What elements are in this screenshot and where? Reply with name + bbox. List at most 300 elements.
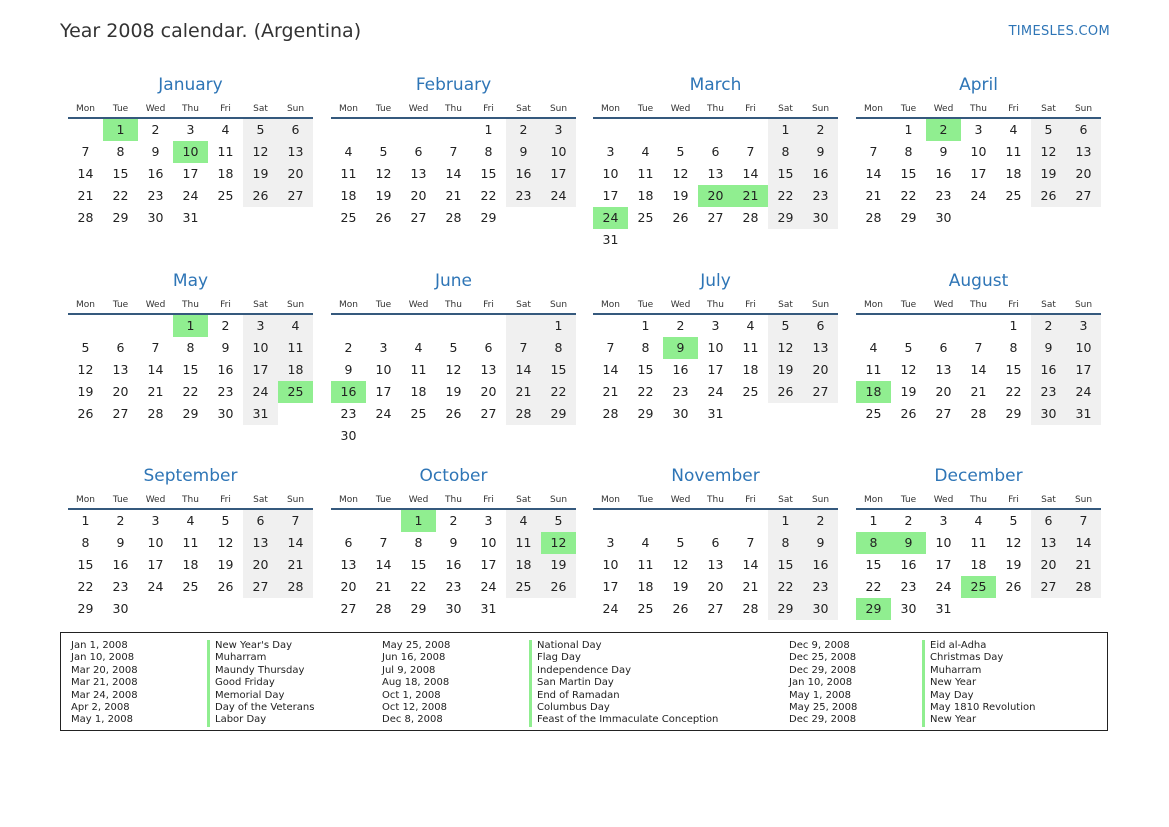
day-cell: 23 [506,185,541,207]
day-cell: 4 [186,513,195,528]
day-cell: 8 [541,337,576,359]
day-cell: 19 [77,384,94,399]
month-august [856,269,1101,425]
month-name: June [434,271,473,291]
day-cell: 27 [480,406,497,421]
month-name: September [143,466,238,486]
holiday-day-cell: 16 [331,381,366,403]
month-july [593,269,838,425]
week-row [68,359,313,381]
day-cell: 7 [278,510,313,532]
week-row [331,598,576,620]
day-cell: 6 [414,144,423,159]
day-cell: 1 [768,510,803,532]
day-cell: 4 [746,318,755,333]
month-name: October [419,466,488,486]
weekday-label: Tue [637,300,654,310]
day-cell: 12 [217,535,234,550]
day-cell: 8 [414,535,423,550]
day-cell: 16 [672,362,689,377]
holiday-day-cell: 1 [173,315,208,337]
day-cell: 14 [865,166,882,181]
day-cell: 26 [672,210,689,225]
day-cell: 6 [278,119,313,141]
day-cell: 30 [672,406,689,421]
week-row [68,185,313,207]
day-cell: 18 [1005,166,1022,181]
day-cell: 20 [707,579,724,594]
day-cell: 11 [970,535,987,550]
month-name: May [172,271,209,291]
holiday-name-column [529,640,718,727]
weekday-label: Sun [286,104,305,114]
day-cell: 5 [81,340,90,355]
day-cell: 10 [935,535,952,550]
weekday-label: Sat [778,300,793,310]
weekday-header [593,293,838,315]
day-cell: 22 [77,579,94,594]
day-cell: 12 [445,362,462,377]
weekday-label: Sun [1074,495,1093,505]
day-cell: 14 [147,362,164,377]
day-cell: 25 [637,601,654,616]
month-may [68,269,313,425]
weekday-label: Sat [253,300,268,310]
weekday-label: Thu [970,104,987,114]
month-february [331,73,576,229]
day-cell: 11 [865,362,882,377]
day-cell: 2 [449,513,458,528]
empty-day-cell [663,119,698,141]
day-cell: 28 [147,406,164,421]
weekday-label: Mon [76,104,95,114]
weekday-label: Sat [516,104,531,114]
weekday-label: Tue [112,300,129,310]
day-cell: 18 [410,384,427,399]
week-row [856,598,1101,620]
day-cell: 23 [672,384,689,399]
day-cell: 29 [77,601,94,616]
weekday-label: Mon [601,104,620,114]
empty-day-cell [401,315,436,337]
month-january [68,73,313,229]
day-cell: 19 [445,384,462,399]
weekday-label: Wed [145,104,166,114]
holiday-date: May 1, 2008 [789,689,852,701]
weekday-label: Sun [286,495,305,505]
holiday-name: San Martin Day [529,677,718,689]
weekday-header [68,293,313,315]
week-row [331,576,576,598]
weekday-label: Fri [1008,104,1019,114]
day-cell: 26 [1031,185,1066,207]
day-cell: 16 [217,362,234,377]
week-row [856,141,1101,163]
empty-day-cell [471,315,506,337]
holiday-name: May 1810 Revolution [922,702,1035,714]
day-cell: 14 [445,166,462,181]
day-cell: 4 [641,535,650,550]
holiday-name: Muharram [922,665,1035,677]
week-row [856,359,1101,381]
week-row [593,510,838,532]
day-cell: 21 [375,579,392,594]
week-row [856,207,1101,229]
day-cell: 7 [449,144,458,159]
day-cell: 7 [1066,510,1101,532]
day-cell: 3 [606,144,615,159]
empty-day-cell [68,315,103,337]
month-june [331,269,576,447]
weekday-label: Tue [900,104,917,114]
weekday-header [856,293,1101,315]
day-cell: 19 [243,163,278,185]
weekday-label: Tue [375,104,392,114]
week-row [68,337,313,359]
month-october [331,464,576,620]
day-cell: 12 [243,141,278,163]
week-row [593,576,838,598]
day-cell: 27 [707,210,724,225]
day-cell: 12 [672,166,689,181]
day-cell: 18 [278,359,313,381]
empty-day-cell [208,207,243,229]
day-cell: 8 [768,141,803,163]
day-cell: 11 [637,166,654,181]
empty-day-cell [698,229,733,251]
day-cell: 30 [803,207,838,229]
weekday-label: Wed [670,300,691,310]
holiday-name: Day of the Veterans [207,702,314,714]
day-cell: 24 [243,381,278,403]
weekday-label: Thu [970,300,987,310]
holiday-name: End of Ramadan [529,690,718,702]
weekday-label: Sat [253,104,268,114]
day-cell: 13 [340,557,357,572]
empty-day-cell [506,207,541,229]
day-cell: 7 [974,340,983,355]
day-cell: 22 [480,188,497,203]
empty-day-cell [768,403,803,425]
holiday-date: Jan 10, 2008 [71,652,135,664]
day-cell: 23 [340,406,357,421]
day-cell: 26 [541,576,576,598]
week-row [593,381,838,403]
day-cell: 7 [869,144,878,159]
weekday-label: Wed [933,495,954,505]
weekday-label: Wed [670,104,691,114]
day-cell: 10 [147,535,164,550]
holiday-date: Dec 29, 2008 [789,664,857,676]
day-cell: 22 [541,381,576,403]
day-cell: 13 [112,362,129,377]
day-cell: 2 [803,119,838,141]
day-cell: 18 [506,554,541,576]
day-cell: 22 [637,384,654,399]
day-cell: 6 [484,340,493,355]
empty-day-cell [436,315,471,337]
day-cell: 21 [865,188,882,203]
day-cell: 28 [278,576,313,598]
day-cell: 14 [1066,532,1101,554]
weekday-label: Mon [339,495,358,505]
holiday-day-cell: 9 [663,337,698,359]
day-cell: 22 [410,579,427,594]
day-cell: 22 [182,384,199,399]
weekday-label: Sun [811,300,830,310]
weekday-label: Mon [339,300,358,310]
week-row [856,554,1101,576]
weekday-label: Fri [220,104,231,114]
week-row [331,315,576,337]
empty-day-cell [243,598,278,620]
day-cell: 26 [672,601,689,616]
day-cell: 26 [77,406,94,421]
week-row [856,337,1101,359]
empty-day-cell [331,119,366,141]
weekday-label: Thu [445,495,462,505]
day-cell: 12 [672,557,689,572]
holiday-day-cell: 20 [698,185,733,207]
weekday-label: Sun [549,495,568,505]
holiday-date: Dec 9, 2008 [789,640,850,651]
day-cell: 22 [768,576,803,598]
empty-day-cell [278,207,313,229]
day-cell: 17 [480,557,497,572]
week-row [593,207,838,229]
week-row [593,598,838,620]
weekday-label: Sat [253,495,268,505]
day-cell: 20 [112,384,129,399]
day-cell: 12 [375,166,392,181]
day-cell: 22 [900,188,917,203]
weekday-label: Sun [1074,104,1093,114]
week-row [856,315,1101,337]
day-cell: 1 [768,119,803,141]
weekday-label: Sat [778,495,793,505]
empty-day-cell [698,510,733,532]
day-cell: 4 [1009,122,1018,137]
empty-day-cell [541,598,576,620]
day-cell: 10 [602,166,619,181]
day-cell: 17 [935,557,952,572]
empty-day-cell [698,119,733,141]
day-cell: 4 [506,510,541,532]
day-cell: 28 [1066,576,1101,598]
day-cell: 3 [484,513,493,528]
day-cell: 19 [375,188,392,203]
day-cell: 10 [375,362,392,377]
day-cell: 15 [637,362,654,377]
day-cell: 5 [449,340,458,355]
day-cell: 16 [803,554,838,576]
holiday-day-cell: 25 [961,576,996,598]
day-cell: 15 [480,166,497,181]
day-cell: 15 [865,557,882,572]
week-row [856,532,1101,554]
day-cell: 16 [506,163,541,185]
holiday-name: National Day [529,640,718,652]
day-cell: 3 [541,119,576,141]
day-cell: 7 [81,144,90,159]
weekday-label: Sat [1041,495,1056,505]
day-cell: 27 [243,576,278,598]
week-row [331,510,576,532]
day-cell: 24 [970,188,987,203]
day-cell: 4 [641,144,650,159]
empty-day-cell [401,425,436,447]
weekday-label: Mon [864,300,883,310]
day-cell: 29 [768,598,803,620]
week-row [593,337,838,359]
day-cell: 18 [970,557,987,572]
day-cell: 29 [182,406,199,421]
day-cell: 12 [900,362,917,377]
day-cell: 21 [77,188,94,203]
holiday-date: Mar 21, 2008 [71,677,138,689]
weekday-label: Fri [483,495,494,505]
holiday-name: New Year [922,714,1035,726]
week-row [331,425,576,447]
day-cell: 7 [379,535,388,550]
week-row [593,141,838,163]
day-cell: 20 [803,359,838,381]
day-cell: 27 [935,406,952,421]
holiday-name: Maundy Thursday [207,665,314,677]
day-cell: 18 [637,188,654,203]
holiday-name: Labor Day [207,714,314,726]
week-row [331,141,576,163]
day-cell: 28 [742,601,759,616]
day-cell: 18 [742,362,759,377]
day-cell: 19 [1031,163,1066,185]
week-row [593,403,838,425]
page-title: Year 2008 calendar. (Argentina) [60,20,362,42]
day-cell: 30 [112,601,129,616]
day-cell: 23 [147,188,164,203]
day-cell: 9 [344,362,353,377]
weekday-header [593,488,838,510]
day-cell: 17 [707,362,724,377]
day-cell: 1 [641,318,650,333]
empty-day-cell [278,598,313,620]
week-row [68,576,313,598]
holiday-name: Feast of the Immaculate Conception [529,714,718,726]
day-cell: 2 [1031,315,1066,337]
month-november [593,464,838,620]
day-cell: 14 [602,362,619,377]
day-cell: 26 [243,185,278,207]
day-cell: 2 [904,513,913,528]
day-cell: 19 [672,188,689,203]
weekday-label: Wed [145,495,166,505]
empty-day-cell [996,207,1031,229]
weekday-label: Fri [483,300,494,310]
holiday-day-cell: 24 [593,207,628,229]
holiday-date: Oct 12, 2008 [382,702,447,714]
day-cell: 29 [410,601,427,616]
day-cell: 17 [1066,359,1101,381]
day-cell: 6 [711,144,720,159]
day-cell: 26 [768,381,803,403]
weekday-label: Mon [601,495,620,505]
day-cell: 11 [506,532,541,554]
day-cell: 26 [1005,579,1022,594]
week-row [68,119,313,141]
weekday-header [331,293,576,315]
day-cell: 10 [970,144,987,159]
day-cell: 20 [410,188,427,203]
weekday-label: Wed [408,495,429,505]
empty-day-cell [366,119,401,141]
empty-day-cell [471,425,506,447]
day-cell: 13 [243,532,278,554]
weekday-label: Tue [637,104,654,114]
empty-day-cell [733,403,768,425]
day-cell: 2 [221,318,230,333]
weekday-label: Mon [339,104,358,114]
day-cell: 15 [182,362,199,377]
day-cell: 16 [147,166,164,181]
holiday-name: Columbus Day [529,702,718,714]
empty-day-cell [401,119,436,141]
day-cell: 5 [1031,119,1066,141]
week-row [68,532,313,554]
holiday-date: Aug 18, 2008 [382,677,450,689]
day-cell: 5 [676,144,685,159]
day-cell: 6 [243,510,278,532]
day-cell: 18 [217,166,234,181]
day-cell: 6 [1031,510,1066,532]
day-cell: 25 [637,210,654,225]
week-row [593,315,838,337]
holiday-day-cell: 18 [856,381,891,403]
week-row [856,403,1101,425]
day-cell: 3 [379,340,388,355]
empty-day-cell [768,229,803,251]
weekday-label: Thu [707,104,724,114]
holiday-day-cell: 1 [401,510,436,532]
day-cell: 24 [147,579,164,594]
empty-day-cell [628,510,663,532]
day-cell: 31 [935,601,952,616]
day-cell: 29 [1005,406,1022,421]
day-cell: 15 [768,554,803,576]
day-cell: 1 [904,122,913,137]
week-row [856,119,1101,141]
day-cell: 3 [186,122,195,137]
holiday-date: Mar 24, 2008 [71,689,138,701]
day-cell: 23 [803,576,838,598]
weekday-label: Mon [864,104,883,114]
site-link[interactable]: TIMESLES.COM [1008,24,1110,39]
holiday-day-cell: 1 [103,119,138,141]
holiday-day-cell: 25 [278,381,313,403]
week-row [593,163,838,185]
week-row [593,185,838,207]
weekday-label: Mon [601,300,620,310]
day-cell: 15 [410,557,427,572]
empty-day-cell [1031,598,1066,620]
day-cell: 13 [480,362,497,377]
day-cell: 11 [1005,144,1022,159]
day-cell: 16 [803,163,838,185]
day-cell: 4 [344,144,353,159]
month-name: November [671,466,760,486]
holiday-name: New Year [922,677,1035,689]
day-cell: 26 [445,406,462,421]
day-cell: 9 [803,141,838,163]
